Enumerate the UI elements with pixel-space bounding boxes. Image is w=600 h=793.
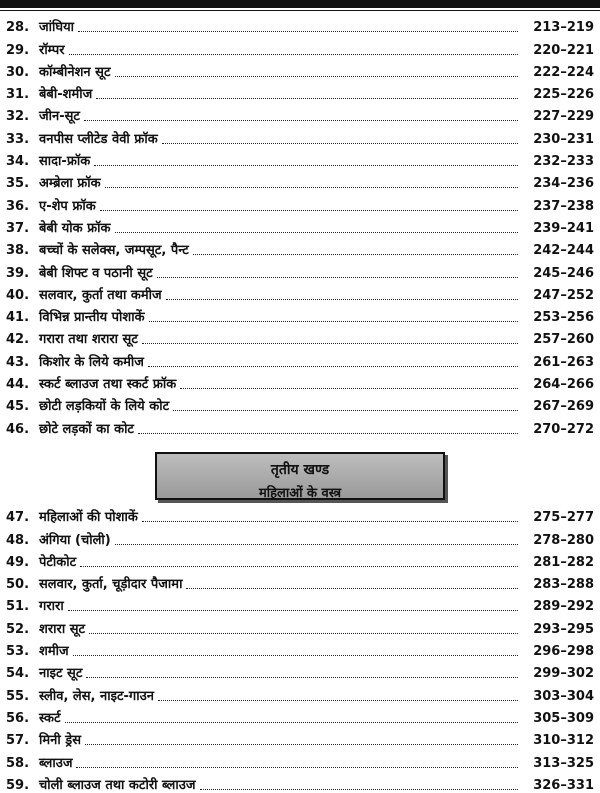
entry-number: 39. [6, 265, 30, 281]
entry-number: 59. [6, 777, 30, 793]
toc-entry[interactable] [0, 704, 600, 726]
entry-number: 56. [6, 710, 30, 726]
toc-entry[interactable] [0, 303, 600, 325]
entry-number: 38. [6, 243, 30, 259]
entry-pages: 220–221 [533, 42, 594, 58]
toc-entry[interactable] [0, 191, 600, 213]
entry-title: छोटे लड़कों का कोट [39, 421, 134, 437]
entry-number: 44. [6, 377, 30, 393]
entry-pages: 264–266 [533, 377, 594, 393]
entry-title: सलवार, कुर्ता तथा कमीज [39, 287, 162, 303]
entry-title: महिलाओं की पोशाकें [39, 510, 138, 526]
entry-pages: 303–304 [533, 688, 594, 704]
toc-entry[interactable] [0, 726, 600, 748]
toc-entry[interactable] [0, 35, 600, 57]
dot-leader [96, 97, 518, 99]
toc-entry[interactable] [0, 503, 600, 525]
entry-title: स्कर्ट [39, 710, 61, 726]
entry-pages: 326–331 [533, 777, 594, 793]
entry-number: 43. [6, 354, 30, 370]
entry-pages: 296–298 [533, 644, 594, 660]
entry-number: 35. [6, 176, 30, 192]
toc-entry[interactable] [0, 214, 600, 236]
toc-entry[interactable] [0, 570, 600, 592]
toc-entry[interactable] [0, 80, 600, 102]
dot-leader [149, 320, 518, 322]
entry-title: अंगिया (चोली) [39, 532, 111, 548]
entry-title: सलवार, कुर्ता, चूड़ीदार पैजामा [39, 577, 183, 593]
entry-pages: 293–295 [533, 621, 594, 637]
entry-pages: 225–226 [533, 87, 594, 103]
entry-number: 34. [6, 154, 30, 170]
entry-pages: 232–233 [533, 154, 594, 170]
entry-pages: 313–325 [533, 755, 594, 771]
entry-pages: 247–252 [533, 287, 594, 303]
toc-entry[interactable] [0, 147, 600, 169]
entry-number: 42. [6, 332, 30, 348]
toc-entry[interactable] [0, 236, 600, 258]
entry-number: 46. [6, 421, 30, 437]
toc-entry[interactable] [0, 614, 600, 636]
dot-leader [162, 142, 518, 144]
contents-list-bottom [0, 503, 600, 793]
entry-title: गरारा तथा शरारा सूट [39, 332, 138, 348]
entry-pages: 261–263 [533, 354, 594, 370]
dot-leader [84, 119, 518, 121]
dot-leader [115, 75, 518, 77]
dot-leader [115, 543, 518, 545]
dot-leader [173, 409, 518, 411]
entry-pages: 213–219 [533, 20, 594, 36]
entry-title: वनपीस प्लीटेड वेवी फ्रॉक [39, 131, 158, 147]
toc-entry[interactable] [0, 124, 600, 146]
entry-pages: 310–312 [533, 733, 594, 749]
entry-number: 41. [6, 310, 30, 326]
entry-title: जांघिया [39, 20, 74, 36]
toc-entry[interactable] [0, 659, 600, 681]
dot-leader [166, 298, 518, 300]
toc-entry[interactable] [0, 325, 600, 347]
toc-entry[interactable] [0, 771, 600, 793]
top-rule [0, 0, 600, 8]
entry-number: 36. [6, 198, 30, 214]
entry-title: पेटीकोट [39, 554, 77, 570]
dot-leader [100, 209, 518, 211]
toc-entry[interactable] [0, 169, 600, 191]
entry-pages: 253–256 [533, 310, 594, 326]
entry-title: अम्ब्रेला फ्रॉक [39, 176, 101, 192]
dot-leader [73, 654, 518, 656]
entry-number: 55. [6, 688, 30, 704]
entry-number: 37. [6, 220, 30, 236]
entry-title: सादा-फ्रॉक [39, 154, 91, 170]
toc-entry[interactable] [0, 347, 600, 369]
section-subtitle: महिलाओं के वस्त्र [258, 486, 341, 501]
dot-leader [115, 231, 518, 233]
entry-pages: 245–246 [533, 265, 594, 281]
entry-number: 58. [6, 755, 30, 771]
entry-number: 49. [6, 554, 30, 570]
toc-entry[interactable] [0, 281, 600, 303]
entry-number: 54. [6, 666, 30, 682]
entry-pages: 305–309 [533, 710, 594, 726]
entry-pages: 278–280 [533, 532, 594, 548]
dot-leader [148, 365, 518, 367]
entry-number: 57. [6, 733, 30, 749]
entry-title: ब्लाउज [39, 755, 73, 771]
entry-pages: 257–260 [533, 332, 594, 348]
dot-leader [142, 520, 518, 522]
entry-title: बेबी शिफ्ट व पठानी सूट [39, 265, 153, 281]
toc-entry[interactable] [0, 58, 600, 80]
entry-title: कॉम्बीनेशन सूट [39, 64, 111, 80]
entry-number: 48. [6, 532, 30, 548]
entry-number: 28. [6, 20, 30, 36]
toc-entry[interactable] [0, 370, 600, 392]
dot-leader [65, 721, 518, 723]
contents-list-top [0, 13, 600, 437]
entry-number: 31. [6, 87, 30, 103]
entry-number: 30. [6, 64, 30, 80]
entry-number: 32. [6, 109, 30, 125]
entry-pages: 267–269 [533, 399, 594, 415]
entry-title: स्कर्ट ब्लाउज तथा स्कर्ट फ्रॉक [39, 377, 177, 393]
toc-entry[interactable] [0, 748, 600, 770]
dot-leader [80, 565, 518, 567]
toc-entry[interactable] [0, 548, 600, 570]
entry-title: बेबी योक फ्रॉक [39, 220, 111, 236]
toc-entry[interactable] [0, 102, 600, 124]
entry-title: शरारा सूट [39, 621, 86, 637]
entry-title: छोटी लड़कियों के लिये कोट [39, 399, 170, 415]
dot-leader [105, 186, 518, 188]
toc-entry[interactable] [0, 414, 600, 436]
entry-pages: 239–241 [533, 220, 594, 236]
toc-entry[interactable] [0, 392, 600, 414]
dot-leader [76, 766, 518, 768]
entry-number: 29. [6, 42, 30, 58]
dot-leader [138, 432, 518, 434]
toc-entry[interactable] [0, 13, 600, 35]
dot-leader [94, 164, 518, 166]
entry-title: जीन-सूट [39, 109, 80, 125]
entry-number: 40. [6, 287, 30, 303]
dot-leader [158, 699, 518, 701]
entry-pages: 270–272 [533, 421, 594, 437]
toc-entry[interactable] [0, 525, 600, 547]
entry-title: विभिन्न प्रान्तीय पोशाकें [39, 310, 145, 326]
toc-entry[interactable] [0, 592, 600, 614]
dot-leader [142, 342, 518, 344]
section-title: तृतीय खण्ड [270, 462, 330, 478]
toc-entry[interactable] [0, 258, 600, 280]
entry-title: गरारा [39, 599, 64, 615]
entry-pages: 222–224 [533, 64, 594, 80]
entry-pages: 283–288 [533, 577, 594, 593]
entry-pages: 281–282 [533, 554, 594, 570]
entry-title: रॉम्पर [39, 42, 65, 58]
dot-leader [85, 743, 518, 745]
entry-pages: 242–244 [533, 243, 594, 259]
entry-title: किशोर के लिये कमीज [39, 354, 144, 370]
dot-leader [157, 276, 518, 278]
entry-title: ए-शेप फ्रॉक [39, 198, 96, 214]
top-rule-thin [0, 10, 600, 11]
entry-pages: 237–238 [533, 198, 594, 214]
entry-title: बच्चों के सलेक्स, जम्पसूट, पैन्ट [39, 243, 189, 259]
dot-leader [69, 53, 518, 55]
entry-number: 45. [6, 399, 30, 415]
dot-leader [180, 387, 518, 389]
entry-number: 51. [6, 599, 30, 615]
entry-title: स्लीव, लेस, नाइट-गाउन [39, 688, 154, 704]
entry-pages: 230–231 [533, 131, 594, 147]
dot-leader [89, 632, 518, 634]
entry-pages: 289–292 [533, 599, 594, 615]
entry-pages: 275–277 [533, 510, 594, 526]
entry-title: चोली ब्लाउज तथा कटोरी ब्लाउज [39, 777, 196, 793]
entry-number: 47. [6, 510, 30, 526]
dot-leader [200, 788, 518, 790]
entry-pages: 234–236 [533, 176, 594, 192]
entry-title: नाइट सूट [39, 666, 83, 682]
entry-number: 33. [6, 131, 30, 147]
entry-pages: 299–302 [533, 666, 594, 682]
entry-number: 52. [6, 621, 30, 637]
toc-entry[interactable] [0, 681, 600, 703]
entry-title: बेबी-शमीज [39, 87, 93, 103]
section-heading-box [155, 452, 445, 500]
entry-number: 53. [6, 644, 30, 660]
dot-leader [68, 609, 518, 611]
entry-number: 50. [6, 577, 30, 593]
toc-entry[interactable] [0, 637, 600, 659]
entry-title: मिनी ड्रेस [39, 733, 81, 749]
dot-leader [186, 587, 518, 589]
dot-leader [78, 30, 518, 32]
entry-pages: 227–229 [533, 109, 594, 125]
entry-title: शमीज [39, 644, 69, 660]
dot-leader [193, 253, 518, 255]
dot-leader [86, 676, 518, 678]
